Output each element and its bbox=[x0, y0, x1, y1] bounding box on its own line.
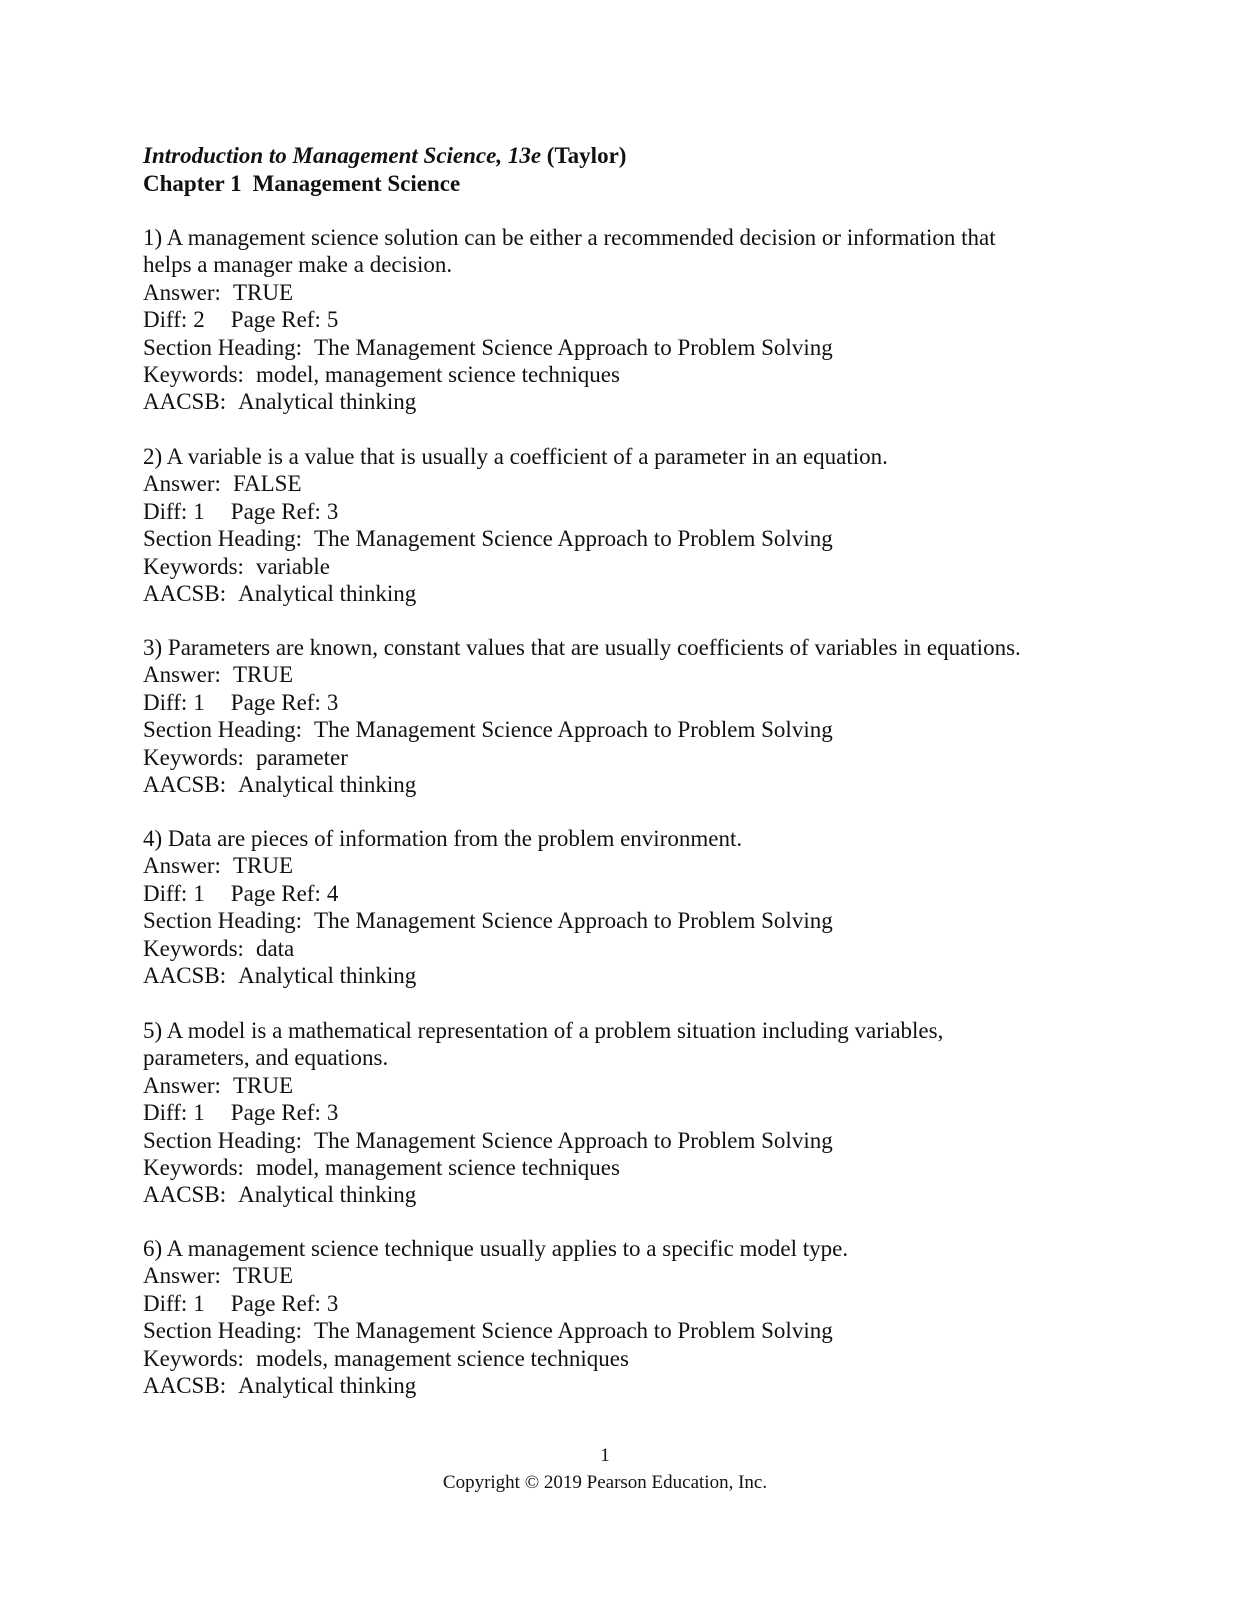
question-number: 1) bbox=[143, 225, 163, 250]
book-title: Introduction to Management Science, 13e bbox=[143, 143, 542, 168]
difficulty-line: Diff: 2 Page Ref: 5 bbox=[143, 307, 339, 333]
section-heading-line: Section Heading: The Management Science Approach to Problem Solving bbox=[143, 526, 833, 552]
section-heading-line: Section Heading: The Management Science Approach to Problem Solving bbox=[143, 717, 833, 743]
difficulty-value: 1 bbox=[193, 1290, 205, 1316]
difficulty-line: Diff: 1 Page Ref: 3 bbox=[143, 1100, 339, 1126]
answer-line: Answer: TRUE bbox=[143, 662, 293, 688]
section-heading-line: Section Heading: The Management Science Approach to Problem Solving bbox=[143, 334, 833, 360]
difficulty-line: Diff: 1 Page Ref: 3 bbox=[143, 1290, 339, 1316]
section-heading-value: The Management Science Approach to Problem Solving bbox=[314, 717, 833, 743]
aacsb-value: Analytical thinking bbox=[238, 1182, 417, 1208]
keywords-value: variable bbox=[255, 553, 331, 579]
keywords-value: data bbox=[255, 935, 295, 961]
question-text: 4) Data are pieces of information from the problem environment. bbox=[143, 826, 743, 851]
answer-value: TRUE bbox=[232, 853, 293, 879]
aacsb-value: Analytical thinking bbox=[238, 963, 417, 989]
aacsb-line: AACSB: Analytical thinking bbox=[143, 581, 417, 607]
question-text: 5) A model is a mathematical representation of a problem situation including variables, bbox=[143, 1018, 944, 1043]
keywords-value: model, management science techniques bbox=[255, 1155, 620, 1181]
page-header bbox=[143, 142, 1123, 198]
aacsb-value: Analytical thinking bbox=[238, 389, 417, 415]
section-heading-value: The Management Science Approach to Problem Solving bbox=[314, 334, 833, 360]
book-author: (Taylor) bbox=[546, 143, 627, 168]
chapter-heading bbox=[143, 170, 1123, 198]
keywords-value: models, management science techniques bbox=[255, 1345, 629, 1371]
difficulty-value: 1 bbox=[193, 689, 205, 715]
page-ref-value: 3 bbox=[326, 689, 339, 715]
keywords-line: Keywords: model, management science techniques bbox=[143, 1155, 620, 1181]
aacsb-line: AACSB: Analytical thinking bbox=[143, 963, 417, 989]
chapter-label: Chapter 1 bbox=[143, 171, 242, 196]
question-2 bbox=[143, 443, 1073, 607]
page-ref-value: 3 bbox=[326, 498, 339, 524]
page-ref-value: 3 bbox=[326, 1100, 339, 1126]
answer-line: Answer: FALSE bbox=[143, 471, 302, 497]
aacsb-value: Analytical thinking bbox=[238, 772, 417, 798]
section-heading-line: Section Heading: The Management Science Approach to Problem Solving bbox=[143, 1127, 833, 1153]
question-3 bbox=[143, 634, 1103, 798]
keywords-line: Keywords: parameter bbox=[143, 744, 348, 770]
book-title-line bbox=[143, 142, 1123, 170]
question-number: 5) bbox=[143, 1018, 163, 1043]
page-number: 1 bbox=[600, 1445, 610, 1466]
section-heading-value: The Management Science Approach to Problem Solving bbox=[314, 908, 833, 934]
difficulty-line: Diff: 1 Page Ref: 3 bbox=[143, 498, 339, 524]
answer-value: TRUE bbox=[232, 1072, 293, 1098]
question-5 bbox=[143, 1017, 1073, 1209]
difficulty-value: 1 bbox=[193, 880, 205, 906]
answer-value: TRUE bbox=[232, 662, 293, 688]
aacsb-line: AACSB: Analytical thinking bbox=[143, 389, 417, 415]
answer-line: Answer: TRUE bbox=[143, 853, 293, 879]
difficulty-value: 1 bbox=[193, 498, 205, 524]
section-heading-line: Section Heading: The Management Science Approach to Problem Solving bbox=[143, 908, 833, 934]
question-text: 1) A management science solution can be either a recommended decision or information that bbox=[143, 225, 996, 250]
question-text: 2) A variable is a value that is usually a coefficient of a parameter in an equation. bbox=[143, 444, 888, 469]
copyright-notice: Copyright © 2019 Pearson Education, Inc. bbox=[442, 1472, 768, 1493]
question-text-continued: parameters, and equations. bbox=[143, 1045, 389, 1071]
chapter-title: Management Science bbox=[252, 171, 461, 196]
page-ref-value: 3 bbox=[326, 1290, 339, 1316]
keywords-line: Keywords: model, management science techniques bbox=[143, 362, 620, 388]
answer-value: TRUE bbox=[232, 1263, 293, 1289]
question-number: 4) bbox=[143, 826, 163, 851]
aacsb-line: AACSB: Analytical thinking bbox=[143, 772, 417, 798]
answer-value: TRUE bbox=[232, 279, 293, 305]
aacsb-value: Analytical thinking bbox=[238, 581, 417, 607]
section-heading-value: The Management Science Approach to Problem Solving bbox=[314, 1127, 833, 1153]
keywords-line: Keywords: variable bbox=[143, 553, 331, 579]
page-ref-value: 4 bbox=[326, 880, 339, 906]
question-number: 6) bbox=[143, 1236, 163, 1261]
answer-line: Answer: TRUE bbox=[143, 1263, 293, 1289]
page-ref-value: 5 bbox=[326, 307, 339, 333]
keywords-line: Keywords: data bbox=[143, 935, 295, 961]
question-1 bbox=[143, 224, 1073, 416]
difficulty-value: 2 bbox=[193, 307, 205, 333]
section-heading-value: The Management Science Approach to Problem Solving bbox=[314, 1318, 833, 1344]
difficulty-value: 1 bbox=[193, 1100, 205, 1126]
question-number: 2) bbox=[143, 444, 163, 469]
difficulty-line: Diff: 1 Page Ref: 4 bbox=[143, 880, 339, 906]
question-text: 6) A management science technique usually applies to a specific model type. bbox=[143, 1236, 849, 1261]
answer-line: Answer: TRUE bbox=[143, 1072, 293, 1098]
difficulty-line: Diff: 1 Page Ref: 3 bbox=[143, 689, 339, 715]
answer-value: FALSE bbox=[232, 471, 302, 497]
question-text-continued: helps a manager make a decision. bbox=[143, 252, 453, 278]
aacsb-line: AACSB: Analytical thinking bbox=[143, 1373, 417, 1399]
keywords-value: parameter bbox=[255, 744, 348, 770]
keywords-value: model, management science techniques bbox=[255, 362, 620, 388]
keywords-line: Keywords: models, management science techniques bbox=[143, 1345, 629, 1371]
question-6 bbox=[143, 1235, 1073, 1399]
question-4 bbox=[143, 825, 1073, 989]
question-text: 3) Parameters are known, constant values that are usually coefficients of variables in equations. bbox=[143, 635, 1021, 660]
answer-line: Answer: TRUE bbox=[143, 279, 293, 305]
section-heading-value: The Management Science Approach to Problem Solving bbox=[314, 526, 833, 552]
aacsb-value: Analytical thinking bbox=[238, 1373, 417, 1399]
section-heading-line: Section Heading: The Management Science Approach to Problem Solving bbox=[143, 1318, 833, 1344]
question-number: 3) bbox=[143, 635, 163, 660]
aacsb-line: AACSB: Analytical thinking bbox=[143, 1182, 417, 1208]
